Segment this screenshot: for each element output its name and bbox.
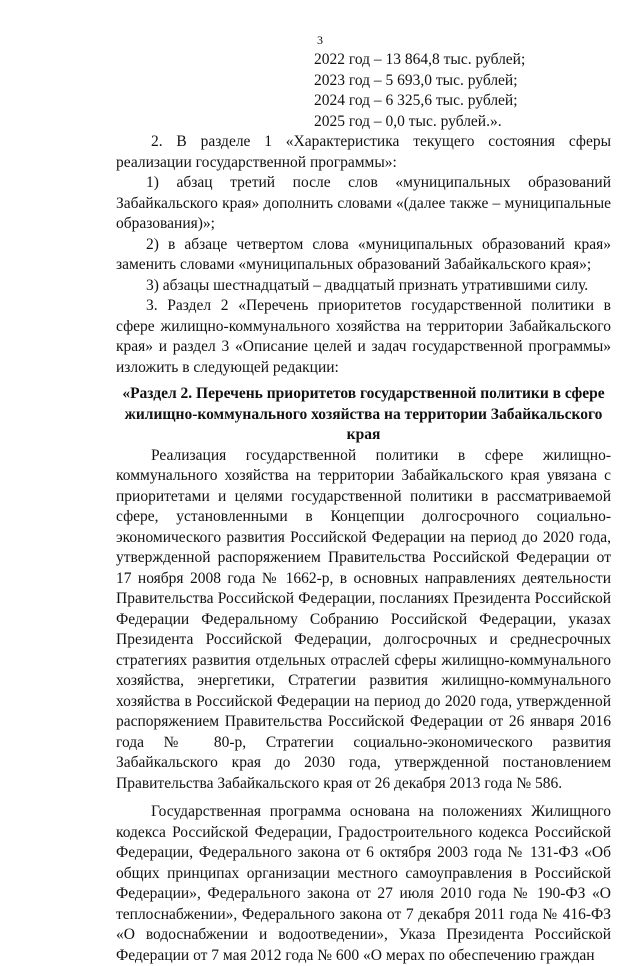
subitem-2: 2) в абзаце четвертом слова «муниципальных образований края» заменить словами «муниципальных образований Забайкальского края»; bbox=[116, 235, 611, 273]
paragraph-item-3: 3. Раздел 2 «Перечень приоритетов государственной политики в сфере жилищно-коммунального хозяйства на территории Забайкальского края» и раздел 3 «Описание целей и задач государственной программы» изложить в следующей редакции: bbox=[116, 297, 611, 376]
amount-line: 2023 год – 5 693,0 тыс. рублей; bbox=[314, 71, 518, 89]
amount-line: 2025 год – 0,0 тыс. рублей.». bbox=[314, 112, 502, 130]
paragraph-item-2: 2. В разделе 1 «Характеристика текущего состояния сферы реализации государственной программы»: bbox=[116, 133, 611, 171]
amount-line: 2024 год – 6 325,6 тыс. рублей; bbox=[314, 92, 518, 109]
body-paragraph: Государственная программа основана на положениях Жилищного кодекса Российской Федерации, Градостроительного кодекса Российской Федерации, Федерального закона от 6 октября 2003 года № 131-ФЗ «Об общих принципах организации местного самоуправления в Российской Федерации», Федерального закона от 27 июля 2010 года № 190-ФЗ «О теплоснабжении», Федерального закона от 7 декабря 2011 года № 416-ФЗ «О водоснабжении и водоотведении», Указа Президента Российской Федерации от 7 мая 2012 года № 600 «О мерах по обеспечению граждан bbox=[116, 803, 611, 964]
subitem-1: 1) абзац третий после слов «муниципальных образований Забайкальского края» дополнить словами «(далее также – муниципальные образования)»; bbox=[116, 174, 611, 232]
document-body bbox=[116, 50, 611, 966]
amount-line: 2022 год – 13 864,8 тыс. рублей; bbox=[314, 51, 526, 68]
subitem-3: 3) абзацы шестнадцатый – двадцатый признать утратившими силу. bbox=[146, 276, 589, 294]
page-number: 3 bbox=[317, 33, 323, 47]
body-paragraph: Реализация государственной политики в сфере жилищно-коммунального хозяйства на территории Забайкальского края увязана с приоритетами и целями государственной политики в рассматриваемой сфере, установленными в Концепции долгосрочного социально-экономического развития Российской Федерации на период до 2020 года, утвержденной распоряжением Правительства Российской Федерации от 17 ноября 2008 года № 1662-р, в основных направлениях деятельности Правительства Российской Федерации, посланиях Президента Российской Федерации Федеральному Собранию Российской Федерации, указах Президента Российской Федерации, долгосрочных и среднесрочных стратегиях развития отдельных отраслей сферы жилищно-коммунального хозяйства, энергетики, Стратегии развития жилищно-коммунального хозяйства в Российской Федерации на период до 2020 года, утвержденной распоряжением Правительства Российской Федерации от 26 января 2016 года № 80-р, Стратегии социально-экономического развития Забайкальского края до 2030 года, утвержденной постановлением Правительства Забайкальского края от 26 декабря 2013 года № 586. bbox=[116, 446, 611, 792]
section-heading: «Раздел 2. Перечень приоритетов государственной политики в сфере жилищно-коммунального хозяйства на территории Забайкальского края bbox=[122, 385, 605, 443]
